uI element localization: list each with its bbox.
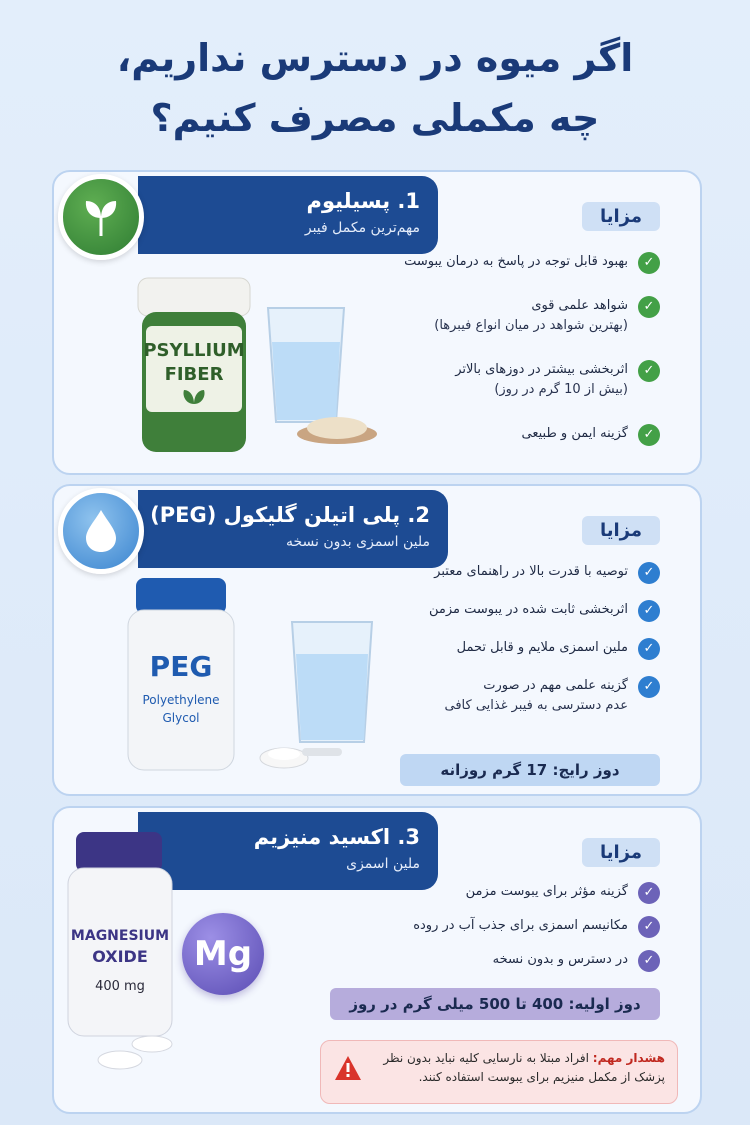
benefits-list [360,882,660,970]
benefit-item [360,676,660,716]
benefit-item [360,916,660,936]
dose-info: دوز اولیه: 400 تا 500 میلی گرم در روز [330,988,660,1020]
benefit-item [360,296,660,336]
card-title: 2. پلی اتیلن گلیکول (PEG) [150,503,430,527]
benefits-list [360,252,660,444]
check-icon: ✓ [638,950,660,972]
peg-label-line-1: Polyethylene [142,693,220,707]
benefit-item [360,424,660,444]
benefit-text: گزینه ایمن و طبیعی [521,426,628,441]
card-title: 3. اکسید منیزیم [253,825,420,849]
psyllium-jar-illustration [132,272,392,462]
peg-bottle-illustration [116,574,386,784]
benefits-label: مزایا [582,838,660,867]
mg-label-line-2: OXIDE [92,947,148,966]
jar-label-line-1: PSYLLIUM [143,340,245,361]
magnesium-element-icon: Mg [182,913,264,995]
benefit-text: مکانیسم اسمزی برای جذب آب در روده [413,918,628,933]
peg-card [52,484,702,796]
benefit-note: عدم دسترسی به فیبر غذایی کافی [444,698,628,713]
benefit-text: اثربخشی ثابت شده در یبوست مزمن [429,602,628,617]
check-icon: ✓ [638,360,660,382]
benefit-item [360,562,660,582]
check-icon: ✓ [638,296,660,318]
benefit-text: گزینه علمی مهم در صورت [483,678,628,693]
warning-box [320,1040,678,1104]
card-title: 1. پسیلیوم [306,189,420,213]
benefit-text: ملین اسمزی ملایم و قابل تحمل [456,640,628,655]
check-icon: ✓ [638,882,660,904]
magnesium-bottle-illustration [62,828,192,1108]
peg-label-line-2: Glycol [162,711,200,725]
leaf-icon [58,174,144,260]
warning-text: افراد مبتلا به نارسایی کلیه نباید بدون نظر پزشک از مکمل منیزیم برای یبوست استفاده کنند. [383,1051,665,1084]
benefits-label: مزایا [582,516,660,545]
benefit-item [360,882,660,902]
psyllium-card [52,170,702,475]
card-subtitle: مهم‌ترین مکمل فیبر [304,220,420,236]
mg-label-line-3: 400 mg [95,979,145,994]
check-icon: ✓ [638,424,660,446]
benefit-text: در دسترس و بدون نسخه [492,952,628,967]
peg-ribbon [138,490,448,568]
check-icon: ✓ [638,916,660,938]
warning-triangle-icon [333,1054,363,1082]
check-icon: ✓ [638,600,660,622]
benefit-item [360,252,660,272]
benefit-item [360,600,660,620]
card-subtitle: ملین اسمزی بدون نسخه [286,534,430,550]
benefit-item [360,638,660,658]
benefit-text: بهبود قابل توجه در پاسخ به درمان یبوست [404,254,628,269]
benefit-text: توصیه با قدرت بالا در راهنمای معتبر [434,564,628,579]
benefit-note: (بیش از 10 گرم در روز) [494,382,628,397]
peg-label-main: PEG [149,650,213,683]
dose-info: دوز رایج: 17 گرم روزانه [400,754,660,786]
benefit-text: اثربخشی بیشتر در دوزهای بالاتر [455,362,628,377]
benefit-text: شواهد علمی قوی [531,298,628,313]
card-subtitle: ملین اسمزی [346,856,420,872]
mg-label-line-1: MAGNESIUM [70,928,170,944]
benefits-list [360,562,660,716]
check-icon: ✓ [638,252,660,274]
water-drop-icon [58,488,144,574]
page-title [0,28,750,148]
benefit-note: (بهترین شواهد در میان انواع فیبرها) [434,318,628,333]
check-icon: ✓ [638,638,660,660]
psyllium-ribbon [138,176,438,254]
jar-label-line-2: FIBER [164,364,224,385]
benefits-label: مزایا [582,202,660,231]
benefit-text: گزینه مؤثر برای یبوست مزمن [465,884,628,899]
warning-label: هشدار مهم: [592,1051,665,1065]
benefit-item [360,360,660,400]
check-icon: ✓ [638,562,660,584]
title-line-2: چه مکملی مصرف کنیم؟ [150,96,600,140]
benefit-item [360,950,660,970]
title-line-1: اگر میوه در دسترس نداریم، [116,36,634,80]
check-icon: ✓ [638,676,660,698]
magnesium-card [52,806,702,1114]
